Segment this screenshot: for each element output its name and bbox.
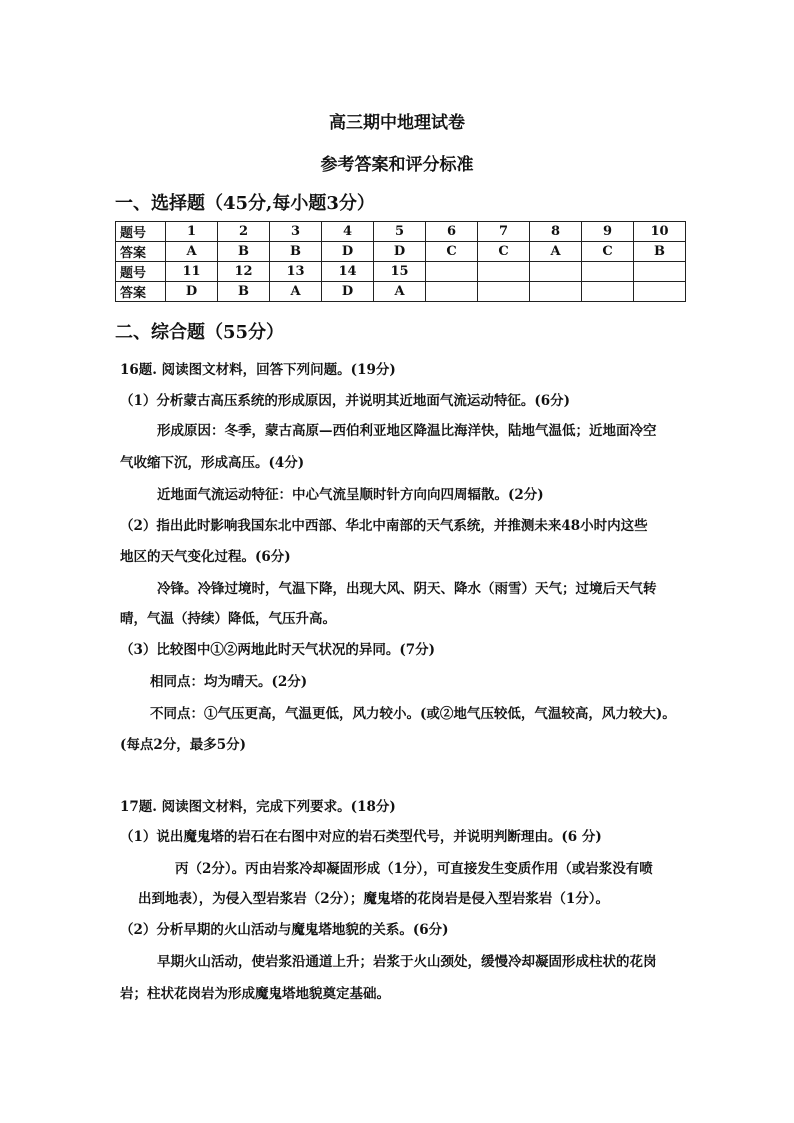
table-cell-empty	[530, 282, 582, 302]
table-row	[116, 222, 686, 242]
table-cell-empty	[478, 282, 530, 302]
q16-part2-question-line1: （2）指出此时影响我国东北中西部、华北中南部的天气系统，并推测未来48小时内这些	[120, 518, 648, 534]
section2-heading: 二、综合题（55分）	[115, 322, 285, 343]
table-cell: 3	[270, 222, 322, 242]
table-cell: 12	[218, 262, 270, 282]
table-cell: A	[530, 242, 582, 262]
table-cell-empty	[582, 282, 634, 302]
table-cell-empty	[582, 262, 634, 282]
table-cell-empty	[426, 282, 478, 302]
table-row-label: 题号	[116, 222, 166, 242]
table-cell: 5	[374, 222, 426, 242]
table-cell: 15	[374, 262, 426, 282]
table-cell-empty	[478, 262, 530, 282]
table-cell: D	[374, 242, 426, 262]
q16-part3-question: （3）比较图中①②两地此时天气状况的异同。(7分)	[120, 642, 436, 658]
table-cell: D	[322, 282, 374, 302]
table-cell: A	[166, 242, 218, 262]
q16-part1-question: （1）分析蒙古高压系统的形成原因，并说明其近地面气流运动特征。(6分)	[120, 393, 571, 409]
table-cell: 2	[218, 222, 270, 242]
table-cell-empty	[634, 262, 686, 282]
q16-part1-answer-line2: 气收缩下沉，形成高压。(4分)	[120, 455, 305, 471]
table-cell: A	[270, 282, 322, 302]
q16-part3-answer-line1: 相同点：均为晴天。(2分)	[150, 674, 308, 690]
page-subtitle: 参考答案和评分标准	[320, 155, 474, 175]
q16-part3-answer-line3: (每点2分，最多5分)	[120, 737, 247, 753]
section1-heading: 一、选择题（45分,每小题3分）	[115, 193, 375, 214]
table-cell: 13	[270, 262, 322, 282]
q16-part2-answer-line1: 冷锋。冷锋过境时，气温下降，出现大风、阴天、降水（雨雪）天气；过境后天气转	[157, 581, 657, 597]
table-cell: 8	[530, 222, 582, 242]
q17-part1-answer-line2: 出到地表），为侵入型岩浆岩（2分）；魔鬼塔的花岗岩是侵入型岩浆岩（1分）。	[138, 891, 610, 907]
q16-part2-answer-line2: 晴，气温（持续）降低，气压升高。	[120, 611, 336, 627]
q17-part1-answer-line1: 丙（2分）。丙由岩浆冷却凝固形成（1分），可直接发生变质作用（或岩浆没有喷	[175, 861, 653, 877]
table-cell: 14	[322, 262, 374, 282]
q17-part2-question: （2）分析早期的火山活动与魔鬼塔地貌的关系。(6分)	[120, 922, 449, 938]
table-cell: 9	[582, 222, 634, 242]
answer-table	[115, 221, 686, 302]
table-cell: D	[166, 282, 218, 302]
table-cell: 6	[426, 222, 478, 242]
table-cell: C	[582, 242, 634, 262]
q16-part1-answer-line3: 近地面气流运动特征：中心气流呈顺时针方向向四周辐散。(2分)	[157, 487, 544, 503]
table-cell: A	[374, 282, 426, 302]
q16-part2-question-line2: 地区的天气变化过程。(6分)	[120, 549, 291, 565]
q17-part2-answer-line2: 岩；柱状花岗岩为形成魔鬼塔地貌奠定基础。	[120, 986, 390, 1002]
table-row-label: 答案	[116, 242, 166, 262]
table-cell: 4	[322, 222, 374, 242]
table-cell: 1	[166, 222, 218, 242]
table-cell: D	[322, 242, 374, 262]
table-cell: B	[634, 242, 686, 262]
q16-title: 16题. 阅读图文材料，回答下列问题。(19分)	[120, 362, 396, 378]
q16-part3-answer-line2: 不同点：①气压更高，气温更低，风力较小。(或②地气压较低，气温较高，风力较大)。	[150, 706, 676, 722]
table-row	[116, 262, 686, 282]
table-cell: B	[218, 282, 270, 302]
page-title: 高三期中地理试卷	[329, 113, 465, 133]
table-cell: C	[426, 242, 478, 262]
q17-part1-question: （1）说出魔鬼塔的岩石在右图中对应的岩石类型代号，并说明判断理由。(6 分)	[120, 829, 602, 845]
table-cell-empty	[426, 262, 478, 282]
table-cell-empty	[530, 262, 582, 282]
table-cell: B	[270, 242, 322, 262]
table-cell: 10	[634, 222, 686, 242]
table-row-label: 答案	[116, 282, 166, 302]
q16-part1-answer-line1: 形成原因：冬季，蒙古高原—西伯利亚地区降温比海洋快，陆地气温低；近地面冷空	[157, 423, 657, 439]
table-row-label: 题号	[116, 262, 166, 282]
table-cell: B	[218, 242, 270, 262]
q17-title: 17题. 阅读图文材料，完成下列要求。(18分)	[120, 799, 396, 815]
table-row	[116, 282, 686, 302]
table-cell: 11	[166, 262, 218, 282]
table-cell: 7	[478, 222, 530, 242]
table-cell: C	[478, 242, 530, 262]
q17-part2-answer-line1: 早期火山活动，使岩浆沿通道上升；岩浆于火山颈处，缓慢冷却凝固形成柱状的花岗	[157, 954, 657, 970]
table-row	[116, 242, 686, 262]
table-cell-empty	[634, 282, 686, 302]
